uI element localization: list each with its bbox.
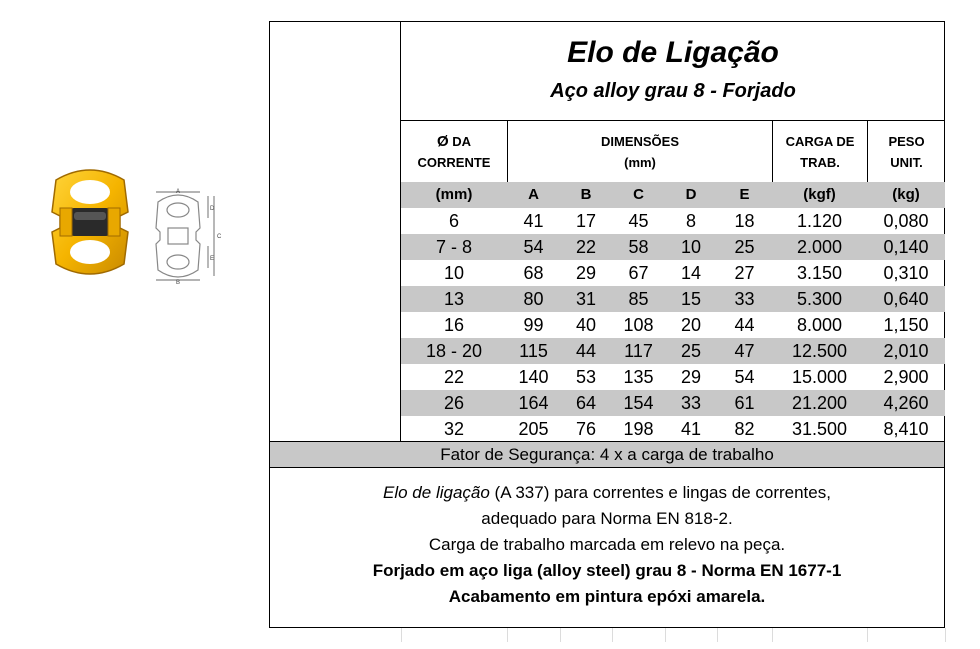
table-cell: 61: [734, 393, 755, 413]
unit-cell: E: [739, 186, 750, 203]
table-row: [401, 234, 945, 260]
table-cell: 205: [518, 419, 549, 439]
label-e: E: [210, 256, 215, 262]
table-row: [401, 260, 945, 286]
page-subtitle: Aço alloy grau 8 - Forjado: [550, 80, 796, 102]
table-cell: 10: [680, 237, 702, 257]
connecting-link-photo: [46, 166, 134, 278]
table-cell: 67: [628, 263, 649, 283]
label-b: B: [176, 280, 181, 284]
table-cell: 8,410: [883, 419, 929, 439]
table-cell: 53: [575, 367, 597, 387]
unit-cell: (mm): [435, 186, 473, 203]
table-cell: 140: [518, 367, 549, 387]
table-cell: 32: [443, 419, 465, 439]
table-cell: 29: [680, 367, 702, 387]
table-cell: 12.500: [791, 341, 848, 361]
table-cell: 115: [519, 341, 548, 361]
header-diameter: Ø DA CORRENTE: [417, 132, 491, 170]
table-cell: 99: [523, 315, 544, 335]
table-cell: 164: [518, 393, 549, 413]
header-dimensions: DIMENSÕES (mm): [600, 133, 679, 170]
table-cell: 47: [734, 341, 755, 361]
table-cell: 76: [575, 419, 597, 439]
label-c: C: [217, 234, 222, 240]
table-cell: 2.000: [796, 237, 843, 257]
table-row: [401, 390, 945, 416]
table-cell: 41: [523, 211, 544, 231]
table-cell: 18 - 20: [425, 341, 483, 361]
table-cell: 2,010: [883, 341, 929, 361]
table-cell: 41: [680, 419, 702, 439]
table-cell: 18: [734, 211, 755, 231]
table-cell: 4,260: [883, 393, 929, 413]
table-cell: 80: [523, 289, 544, 309]
table-cell: 31: [575, 289, 597, 309]
table-cell: 20: [680, 315, 702, 335]
table-cell: 68: [523, 263, 544, 283]
table-row: [401, 364, 945, 390]
table-cell: 27: [734, 263, 755, 283]
table-cell: 0,640: [883, 289, 929, 309]
table-cell: 15: [680, 289, 702, 309]
table-cell: 198: [623, 419, 654, 439]
table-cell: 58: [628, 237, 649, 257]
table-cell: 0,310: [883, 263, 929, 283]
table-cell: 26: [443, 393, 465, 413]
table-cell: 2,900: [883, 367, 929, 387]
table-cell: 33: [680, 393, 702, 413]
table-cell: 40: [575, 315, 597, 335]
units-row: [401, 182, 945, 208]
table-cell: 64: [575, 393, 597, 413]
table-cell: 10: [443, 263, 465, 283]
table-cell: 154: [623, 393, 654, 413]
table-cell: 22: [575, 237, 597, 257]
table-cell: 85: [628, 289, 649, 309]
dimension-drawing: [148, 188, 224, 284]
table-row: [401, 208, 945, 234]
table-cell: 13: [443, 289, 465, 309]
unit-cell: C: [633, 186, 644, 203]
product-description: Elo de ligação (A 337) para correntes e lingas de correntes, adequado para Norma EN 818-2. Carga de trabalho marcada em relevo na peça. Forjado em aço liga (alloy steel) grau 8 - Norma EN 1677-1 Acabamento em pintura epóxi amarela.: [372, 483, 842, 606]
table-cell: 29: [575, 263, 597, 283]
label-a: A: [176, 189, 181, 195]
safety-factor: Fator de Segurança: 4 x a carga de trabalho: [270, 442, 944, 467]
header-load: CARGA DE TRAB.: [785, 133, 855, 170]
table-cell: 0,140: [883, 237, 929, 257]
table-cell: 15.000: [791, 367, 848, 387]
table-cell: 31.500: [791, 419, 848, 439]
product-name: Elo de ligação: [383, 483, 490, 502]
table-cell: 45: [628, 211, 649, 231]
table-cell: 54: [734, 367, 755, 387]
table-cell: 21.200: [791, 393, 848, 413]
table-cell: 7 - 8: [435, 237, 473, 257]
table-cell: 22: [443, 367, 465, 387]
label-d: D: [210, 206, 215, 212]
table-cell: 135: [623, 367, 654, 387]
table-cell: 14: [680, 263, 702, 283]
table-cell: 17: [575, 211, 597, 231]
table-cell: 33: [734, 289, 755, 309]
table-row: [401, 312, 945, 338]
table-cell: 54: [523, 237, 544, 257]
table-row: [401, 286, 945, 312]
table-cell: 1.120: [796, 211, 843, 231]
page-title: Elo de Ligação: [567, 36, 779, 69]
table-cell: 82: [734, 419, 755, 439]
table-cell: 108: [623, 315, 654, 335]
table-cell: 5.300: [796, 289, 843, 309]
table-cell: 0,080: [883, 211, 929, 231]
table-cell: 44: [575, 341, 597, 361]
unit-cell: B: [580, 186, 592, 203]
table-cell: 8: [685, 211, 696, 231]
table-cell: 25: [734, 237, 755, 257]
table-cell: 16: [443, 315, 465, 335]
table-cell: 44: [734, 315, 755, 335]
unit-cell: (kgf): [803, 186, 836, 203]
unit-cell: D: [685, 186, 697, 203]
unit-cell: (kg): [892, 186, 920, 203]
table-row: [401, 338, 945, 364]
header-weight: PESO UNIT.: [888, 133, 925, 170]
table-cell: 1,150: [883, 315, 929, 335]
table-cell: 3.150: [796, 263, 843, 283]
table-row: [401, 416, 945, 442]
table-cell: 25: [680, 341, 702, 361]
table-cell: 8.000: [796, 315, 843, 335]
table-cell: 117: [624, 341, 653, 361]
unit-cell: A: [528, 186, 539, 203]
table-cell: 6: [448, 211, 459, 231]
